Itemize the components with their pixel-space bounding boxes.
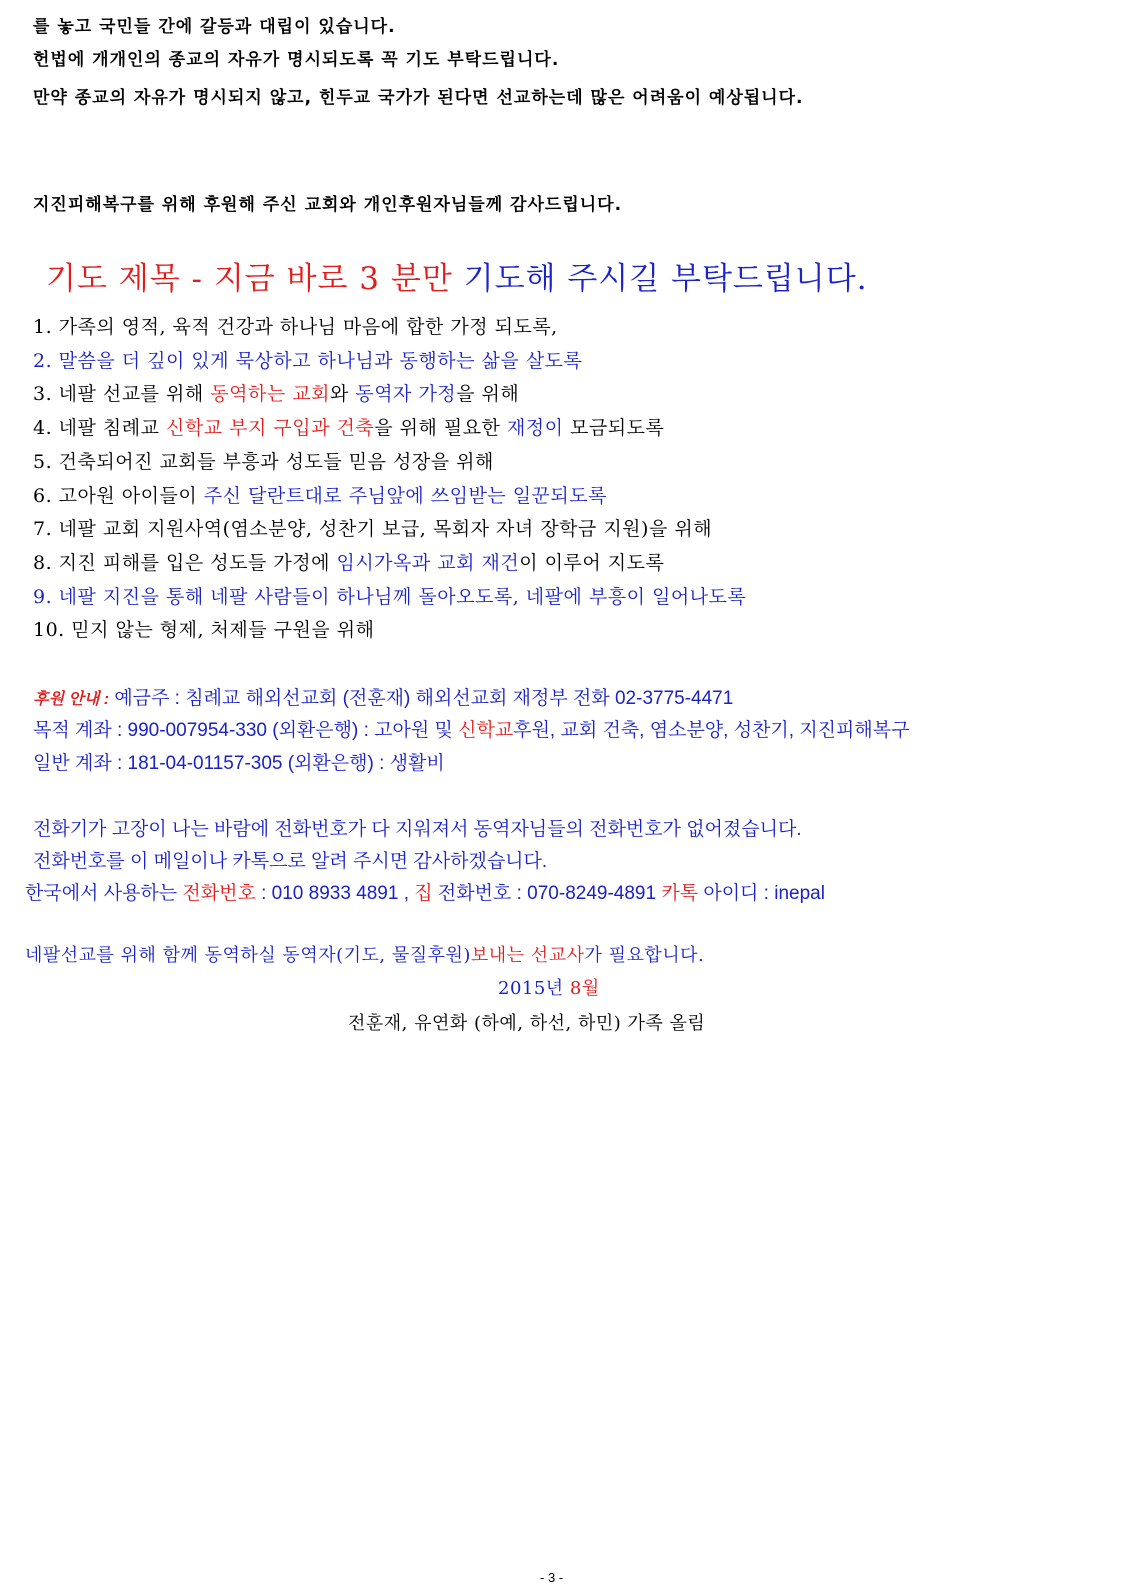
prayer-item-4-text: 모금되도록	[563, 417, 665, 439]
support-general-account: 일반 계좌 : 181-04-01157-305 (외환은행) : 생활비	[33, 753, 445, 774]
purpose-account-highlight: 신학교	[458, 720, 514, 741]
prayer-item-8-highlight: 임시가옥과 교회 재건	[336, 552, 520, 574]
closing-signature: 전훈재, 유연화 (하예, 하선, 하민) 가족 올림	[348, 1013, 706, 1034]
purpose-account-text: 목적 계좌 : 990-007954-330 (외환은행) : 고아원 및	[33, 720, 459, 741]
prayer-item-10: 10. 믿지 않는 형제, 처제들 구원을 위해	[33, 619, 375, 641]
prayer-item-5: 5. 건축되어진 교회들 부흥과 성도들 믿음 성장을 위해	[33, 451, 494, 473]
closing-need-text: 네팔선교를 위해 함께 동역하실 동역자(기도, 물질후원)	[25, 945, 471, 966]
prayer-item-2: 2. 말씀을 더 깊이 있게 묵상하고 하나님과 동행하는 삶을 살도록	[33, 350, 583, 372]
phone-notice-line-3	[25, 878, 825, 905]
prayer-item-6-text: 6. 고아원 아이들이	[33, 485, 204, 507]
prayer-item-9: 9. 네팔 지진을 통해 네팔 사람들이 하나님께 돌아오도록, 네팔에 부흥이 일어나도록	[33, 586, 747, 608]
purpose-account-text: 후원, 교회 건축, 염소분양, 성찬기, 지진피해복구	[513, 720, 910, 741]
prayer-item-8-text: 8. 지진 피해를 입은 성도들 가정에	[33, 552, 337, 574]
prayer-item-3	[33, 379, 519, 406]
phone-text: : 010 8933 4891 ,	[255, 883, 415, 904]
page-number: - 3 -	[540, 1570, 564, 1585]
support-depositor-text: 예금주 : 침례교 해외선교회 (전훈재) 해외선교회 재정부 전화 02-3775-4471	[109, 688, 734, 709]
prayer-item-4-text: 4. 네팔 침례교	[33, 417, 167, 439]
phone-highlight: 전화번호	[182, 883, 256, 904]
phone-text: 아이디 : inepal	[698, 883, 825, 904]
intro-line-3: 만약 종교의 자유가 명시되지 않고, 힌두교 국가가 된다면 선교하는데 많은 어려움이 예상됩니다.	[33, 88, 804, 108]
prayer-title-blue: 기도해 주시길 부탁드립니다.	[463, 261, 868, 297]
prayer-item-4-text: 을 위해 필요한	[374, 417, 507, 439]
prayer-item-3-text: 3. 네팔 선교를 위해	[33, 383, 211, 405]
prayer-item-3-highlight: 동역자 가정	[355, 383, 457, 405]
closing-need-line	[25, 941, 704, 967]
closing-date	[498, 974, 600, 1000]
prayer-item-4-highlight: 재정이	[506, 417, 564, 439]
closing-need-highlight: 보내는 선교사	[470, 945, 585, 966]
phone-notice-line-2: 전화번호를 이 메일이나 카톡으로 알려 주시면 감사하겠습니다.	[33, 851, 548, 872]
prayer-item-8-text: 이 이루어 지도록	[519, 552, 665, 574]
prayer-item-6-highlight: 주신 달란트대로 주님앞에 쓰임받는 일꾼되도록	[203, 485, 607, 507]
prayer-item-8	[33, 548, 664, 575]
prayer-item-6	[33, 481, 607, 508]
thanks-line: 지진피해복구를 위해 후원해 주신 교회와 개인후원자님들께 감사드립니다.	[33, 195, 623, 215]
closing-need-text: 가 필요합니다.	[584, 945, 705, 966]
prayer-title-red: 기도 제목 - 지금 바로 3 분만	[46, 261, 453, 297]
intro-line-2: 헌법에 개개인의 종교의 자유가 명시되도록 꼭 기도 부탁드립니다.	[33, 50, 560, 70]
phone-notice-line-1: 전화기가 고장이 나는 바람에 전화번호가 다 지워져서 동역자님들의 전화번호가 없어졌습니다.	[33, 819, 802, 840]
support-depositor	[33, 683, 733, 710]
phone-highlight: 집	[414, 883, 433, 904]
support-label: 후원 안내 :	[33, 691, 110, 708]
prayer-item-3-highlight: 동역하는 교회	[210, 383, 330, 405]
prayer-title	[46, 253, 868, 298]
prayer-item-4-highlight: 신학교 부지 구입과 건축	[166, 417, 375, 439]
prayer-item-7: 7. 네팔 교회 지원사역(염소분양, 성찬기 보급, 목회자 자녀 장학금 지원)을 위해	[33, 518, 713, 540]
prayer-item-3-text: 을 위해	[456, 383, 520, 405]
closing-date-month: 8월	[569, 978, 600, 999]
prayer-item-3-text: 와	[329, 383, 356, 405]
phone-text: 전화번호 : 070-8249-4891	[432, 883, 662, 904]
phone-text: 한국에서 사용하는	[25, 883, 183, 904]
intro-line-1: 를 놓고 국민들 간에 갈등과 대립이 있습니다.	[33, 17, 396, 37]
closing-date-year: 2015년	[498, 978, 570, 999]
prayer-item-1: 1. 가족의 영적, 육적 건강과 하나님 마음에 합한 가정 되도록,	[33, 316, 558, 338]
phone-highlight: 카톡	[661, 883, 699, 904]
prayer-item-4	[33, 413, 664, 440]
support-purpose-account	[33, 715, 909, 742]
